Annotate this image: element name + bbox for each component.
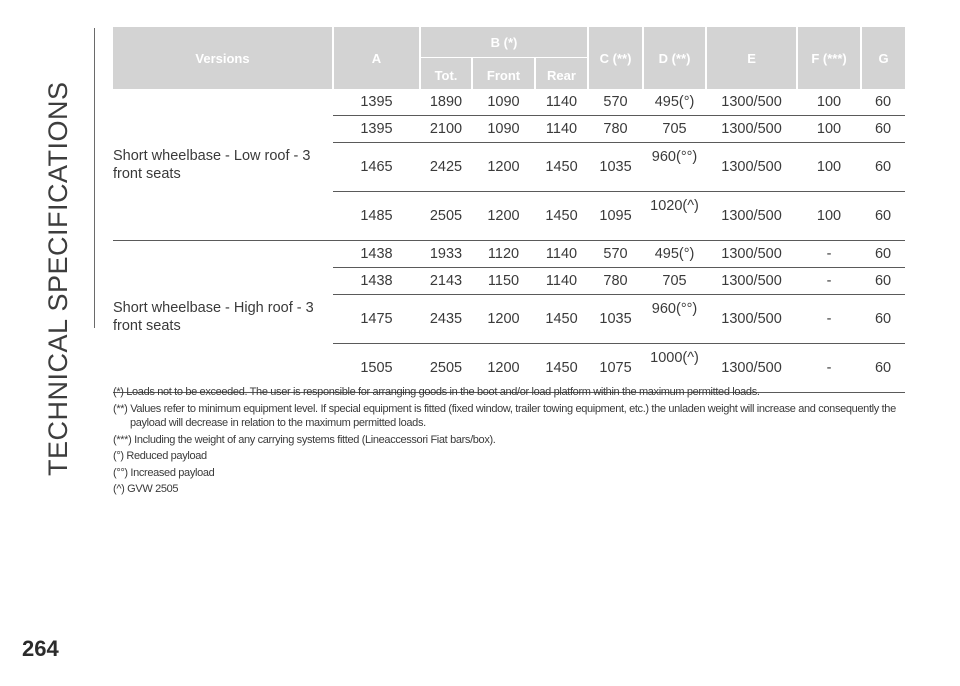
cell-c: 1035 bbox=[588, 295, 643, 344]
footnote bbox=[113, 433, 908, 448]
cell-d: 1000(^) bbox=[643, 344, 706, 393]
cell-a: 1505 bbox=[333, 344, 420, 393]
cell-c: 1075 bbox=[588, 344, 643, 393]
cell-g: 60 bbox=[861, 116, 905, 143]
cell-e: 1300/500 bbox=[706, 241, 797, 268]
cell-c: 570 bbox=[588, 241, 643, 268]
cell-a: 1485 bbox=[333, 192, 420, 241]
table-row bbox=[113, 89, 905, 116]
version-label: Short wheelbase - Low roof - 3 front seats bbox=[113, 89, 333, 241]
footnote-continuation: payload will decrease in relation to the maximum permitted loads. bbox=[130, 417, 426, 429]
cell-a: 1438 bbox=[333, 268, 420, 295]
cell-g: 60 bbox=[861, 192, 905, 241]
cell-d: 1020(^) bbox=[643, 192, 706, 241]
cell-f: 100 bbox=[797, 192, 861, 241]
footnote-text: (°°) Increased payload bbox=[113, 466, 215, 479]
footnote-text: (***) Including the weight of any carrying systems fitted (Lineaccessori Fiat bars/box). bbox=[113, 433, 496, 446]
cell-a: 1438 bbox=[333, 241, 420, 268]
header-e: E bbox=[706, 27, 797, 89]
footnote bbox=[113, 385, 908, 400]
cell-c: 780 bbox=[588, 116, 643, 143]
cell-b-rear: 1450 bbox=[535, 143, 588, 192]
cell-b-tot: 2435 bbox=[420, 295, 472, 344]
cell-b-tot: 2143 bbox=[420, 268, 472, 295]
cell-g: 60 bbox=[861, 268, 905, 295]
cell-c: 780 bbox=[588, 268, 643, 295]
cell-b-tot: 2100 bbox=[420, 116, 472, 143]
cell-b-front: 1200 bbox=[472, 192, 535, 241]
cell-b-rear: 1140 bbox=[535, 116, 588, 143]
cell-g: 60 bbox=[861, 143, 905, 192]
cell-g: 60 bbox=[861, 89, 905, 116]
footnote-text: (**) Values refer to minimum equipment level. If special equipment is fitted (fixed window, trailer towing equipment, etc.) the unladen weight will increase and consequently the bbox=[113, 402, 896, 415]
cell-f: - bbox=[797, 344, 861, 393]
cell-e: 1300/500 bbox=[706, 295, 797, 344]
cell-b-tot: 2505 bbox=[420, 344, 472, 393]
cell-g: 60 bbox=[861, 344, 905, 393]
header-b: B (*) bbox=[420, 27, 588, 58]
cell-b-tot: 1933 bbox=[420, 241, 472, 268]
cell-b-rear: 1140 bbox=[535, 89, 588, 116]
footnote bbox=[113, 466, 908, 481]
cell-g: 60 bbox=[861, 295, 905, 344]
footnote-text: (°) Reduced payload bbox=[113, 450, 207, 462]
cell-b-front: 1200 bbox=[472, 143, 535, 192]
cell-e: 1300/500 bbox=[706, 268, 797, 295]
cell-e: 1300/500 bbox=[706, 89, 797, 116]
cell-d: 495(°) bbox=[643, 241, 706, 268]
cell-d: 705 bbox=[643, 268, 706, 295]
cell-b-rear: 1450 bbox=[535, 192, 588, 241]
cell-b-rear: 1450 bbox=[535, 295, 588, 344]
header-versions: Versions bbox=[113, 27, 333, 89]
header-b-front: Front bbox=[472, 58, 535, 90]
cell-a: 1395 bbox=[333, 116, 420, 143]
cell-b-front: 1200 bbox=[472, 295, 535, 344]
table-row bbox=[113, 241, 905, 268]
cell-d: 960(°°) bbox=[643, 295, 706, 344]
cell-b-front: 1150 bbox=[472, 268, 535, 295]
footnote bbox=[113, 402, 908, 431]
specifications-table bbox=[113, 27, 905, 393]
cell-c: 1095 bbox=[588, 192, 643, 241]
header-g: G bbox=[861, 27, 905, 89]
cell-d: 705 bbox=[643, 116, 706, 143]
cell-d: 495(°) bbox=[643, 89, 706, 116]
cell-g: 60 bbox=[861, 241, 905, 268]
cell-b-front: 1120 bbox=[472, 241, 535, 268]
footnote-text: (^) GVW 2505 bbox=[113, 483, 179, 495]
header-b-rear: Rear bbox=[535, 58, 588, 90]
version-label: Short wheelbase - High roof - 3 front seats bbox=[113, 241, 333, 393]
cell-f: - bbox=[797, 241, 861, 268]
cell-b-tot: 2425 bbox=[420, 143, 472, 192]
cell-b-rear: 1140 bbox=[535, 241, 588, 268]
cell-f: 100 bbox=[797, 143, 861, 192]
cell-c: 570 bbox=[588, 89, 643, 116]
cell-b-front: 1090 bbox=[472, 89, 535, 116]
cell-a: 1465 bbox=[333, 143, 420, 192]
cell-b-rear: 1450 bbox=[535, 344, 588, 393]
section-title: TECHNICAL SPECIFICATIONS bbox=[43, 81, 73, 476]
cell-e: 1300/500 bbox=[706, 116, 797, 143]
footnote bbox=[113, 482, 908, 497]
header-d: D (**) bbox=[643, 27, 706, 89]
cell-b-rear: 1140 bbox=[535, 268, 588, 295]
cell-e: 1300/500 bbox=[706, 192, 797, 241]
cell-f: 100 bbox=[797, 89, 861, 116]
cell-f: 100 bbox=[797, 116, 861, 143]
cell-a: 1395 bbox=[333, 89, 420, 116]
page-number: 264 bbox=[22, 636, 59, 661]
header-a: A bbox=[333, 27, 420, 89]
cell-b-front: 1200 bbox=[472, 344, 535, 393]
footnotes bbox=[113, 385, 908, 499]
cell-c: 1035 bbox=[588, 143, 643, 192]
cell-b-tot: 1890 bbox=[420, 89, 472, 116]
section-divider bbox=[94, 28, 95, 328]
cell-d: 960(°°) bbox=[643, 143, 706, 192]
footnote bbox=[113, 449, 908, 464]
cell-f: - bbox=[797, 295, 861, 344]
cell-f: - bbox=[797, 268, 861, 295]
footnote-text: (*) Loads not to be exceeded. The user is responsible for arranging goods in the boot and/or load platform within the maximum permitted loads. bbox=[113, 386, 760, 398]
cell-b-tot: 2505 bbox=[420, 192, 472, 241]
header-c: C (**) bbox=[588, 27, 643, 89]
cell-a: 1475 bbox=[333, 295, 420, 344]
cell-e: 1300/500 bbox=[706, 344, 797, 393]
cell-e: 1300/500 bbox=[706, 143, 797, 192]
cell-b-front: 1090 bbox=[472, 116, 535, 143]
header-f: F (***) bbox=[797, 27, 861, 89]
header-b-tot: Tot. bbox=[420, 58, 472, 90]
